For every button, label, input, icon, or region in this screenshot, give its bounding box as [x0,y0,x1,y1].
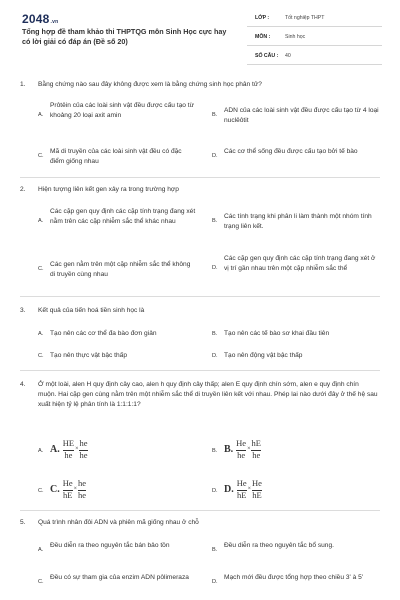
question-text [20,518,382,528]
option-letter: D. [212,488,218,494]
option-a[interactable] [38,438,198,473]
option-letter: C. [38,353,44,359]
option-letter: C. [38,153,44,159]
option-letter: C. [38,488,44,494]
times-sign: × [247,446,251,453]
genotype-fraction [237,479,247,501]
option-d[interactable] [212,147,382,169]
question-2 [20,185,382,195]
denominator: he [79,450,88,461]
cross-formula [224,439,261,461]
question-number: 1. [20,81,26,88]
meta-label: SỐ CÂU : [255,53,279,59]
exam-meta [247,12,382,69]
option-b[interactable] [212,106,382,128]
option-text: Đều có sự tham gia của enzim ADN pôlimeraza [50,574,189,581]
document-title: Tổng hợp đề tham khảo thi THPTQG môn Sinh Học cực hay có lời giải có đáp án (Đề số 20) [22,27,227,46]
option-letter: B. [212,218,218,224]
genotype-fraction [78,479,86,501]
denominator: he [252,450,261,461]
option-text: Các gen nằm trên một cặp nhiễm sắc thể không di truyền cùng nhau [50,261,191,278]
option-a[interactable] [38,207,203,237]
formula-label: C. [50,484,60,496]
option-text: ADN của các loài sinh vật đều được cấu tạo từ 4 loại nuclêôtit [224,107,379,124]
option-letter: A. [38,547,44,553]
option-text: Đều diễn ra theo nguyên tắc bán bảo tồn [50,542,170,549]
option-text: Mạch mới đều được tổng hợp theo chiều 3' à 5' [224,574,364,581]
question-number: 3. [20,307,26,314]
site-logo[interactable] [22,12,58,26]
option-c[interactable] [38,478,198,513]
option-d[interactable] [212,573,382,595]
logo-suffix: .vn [50,19,59,25]
meta-value: 40 [285,53,291,59]
genotype-fraction [252,479,262,501]
option-text: Các cơ thể sống đều được cấu tạo bởi tế bào [224,148,358,155]
question-number: 5. [20,519,26,526]
formula-label: D. [224,484,234,496]
question-4 [20,380,382,410]
numerator: hE [251,438,261,448]
option-letter: D. [212,153,218,159]
option-letter: A. [38,448,44,454]
question-text [20,380,378,410]
option-letter: B. [212,547,218,553]
option-letter: A. [38,331,44,337]
numerator: He [62,478,73,488]
genotype-fraction [251,439,260,461]
meta-row-subject [247,31,382,46]
denominator: hE [62,490,73,501]
question-stem: Kết quả của tiến hoá tiền sinh học là [38,307,145,314]
option-text: Đều diễn ra theo nguyên tắc bổ sung. [224,542,334,549]
times-sign: × [247,486,252,493]
option-letter: B. [212,331,218,337]
option-c[interactable] [38,147,198,169]
formula-label: B. [224,444,234,456]
question-3 [20,306,382,316]
meta-row-grade [247,12,382,27]
meta-row-question-count [247,50,382,65]
option-b[interactable] [212,212,382,234]
genotype-fraction [236,439,246,461]
meta-value: Tốt nghiệp THPT [285,15,325,21]
genotype-fraction [63,439,74,461]
logo-text: 2048 [22,12,50,26]
denominator: hE [236,490,247,501]
denominator: hE [252,490,262,501]
question-stem: Ở một loài, alen H quy định cây cao, alen h quy định cây thấp; alen E quy định chín sớm, alen e quy định chín muộn. Hai cặp gen cùng nằm trên một nhiễm sắc thể di truyền liên kết với nhau. Phép lai nào dưới đây ở thế hệ sau xuất hiện tỷ lệ phân tính là 1:1:1:1? [38,381,378,408]
option-b[interactable] [212,329,382,341]
option-text: Tạo nên các cơ thể đa bào đơn giản [50,330,157,337]
formula-label: A. [50,444,60,456]
times-sign: × [75,446,79,453]
question-number: 2. [20,186,26,193]
cross-formula [50,439,88,461]
question-5 [20,518,382,528]
option-letter: C. [38,579,44,585]
option-text: Mã di truyền của các loài sinh vật đều có đặc điểm giống nhau [50,148,182,165]
denominator: he [78,490,87,501]
option-a[interactable] [38,541,203,563]
genotype-fraction [63,479,73,501]
genotype-fraction [79,439,87,461]
option-letter: C. [38,266,44,272]
option-d[interactable] [212,254,382,284]
option-letter: B. [212,112,218,118]
question-divider [20,177,380,178]
numerator: He [236,478,247,488]
option-d[interactable] [212,351,382,363]
option-text: Prôtêin của các loài sinh vật đều được cấu tạo từ khoảng 20 loại axit amin [50,102,195,119]
option-text: Tạo nên động vật bậc thấp [224,352,303,359]
question-text [20,306,382,316]
numerator: He [236,438,247,448]
option-letter: B. [212,448,218,454]
option-text: Các cặp gen quy định các cặp tính trạng đang xét nằm trên các cặp nhiễm sắc thể khác nhau [50,208,196,225]
question-stem: Hiện tượng liên kết gen xảy ra trong trường hợp [38,186,179,193]
question-number: 4. [20,381,26,388]
question-divider [20,296,380,297]
numerator: he [79,438,88,448]
times-sign: × [73,486,78,493]
numerator: He [252,478,262,488]
meta-value: Sinh học [285,34,306,40]
option-a[interactable] [38,329,208,341]
option-a[interactable] [38,101,198,131]
question-stem: Quá trình nhân đôi ADN và phiên mã giống nhau ở chỗ [38,519,199,526]
option-c[interactable] [38,260,203,282]
meta-label: LỚP : [255,15,270,21]
option-letter: D. [212,265,218,271]
option-c[interactable] [38,573,203,595]
question-divider [20,370,380,371]
cross-formula [50,479,86,501]
option-b[interactable] [212,438,372,473]
cross-formula [224,479,262,501]
option-text: Tạo nên các tế bào sơ khai đầu tiên [224,330,330,337]
option-letter: D. [212,579,218,585]
page-header [0,0,400,62]
denominator: he [237,450,246,461]
option-text: Các tính trạng khi phân li làm thành một nhóm tính trạng liên kết. [224,213,372,230]
denominator: he [64,450,73,461]
question-divider [20,510,380,511]
option-letter: D. [212,353,218,359]
question-text [20,185,382,195]
question-stem: Bằng chứng nào sau đây không được xem là bằng chứng sinh học phân tử? [38,81,262,88]
meta-label: MÔN : [255,34,271,40]
option-c[interactable] [38,351,208,363]
option-text: Tạo nên thực vật bậc thấp [50,352,127,359]
numerator: he [78,478,87,488]
numerator: HE [62,438,75,448]
option-letter: A. [38,112,44,118]
option-d[interactable] [212,478,372,513]
question-text [20,80,382,90]
option-text: Các cặp gen quy định các cặp tính trạng đang xét ở vị trí gần nhau trên một cặp nhiễm sắc thể [224,255,376,272]
option-letter: A. [38,218,44,224]
question-1 [20,80,382,90]
option-b[interactable] [212,541,382,563]
